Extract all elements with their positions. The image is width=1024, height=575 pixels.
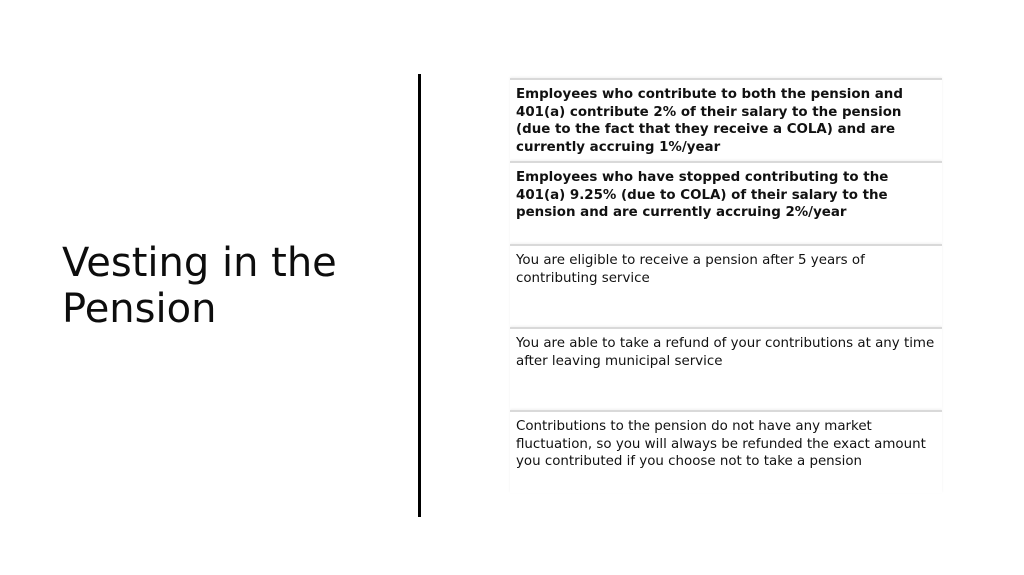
list-item-text: Contributions to the pension do not have any market fluctuation, so you will always be refunded the exact amount you contributed if you choose not to take a pension — [516, 419, 926, 469]
list-item — [510, 161, 942, 244]
list-item — [510, 244, 942, 327]
slide-title-line-1: Vesting in the — [62, 240, 337, 286]
list-item — [510, 327, 942, 410]
list-item — [510, 410, 942, 493]
slide-title — [62, 240, 392, 332]
slide-title-line-2: Pension — [62, 286, 217, 332]
list-item-text: Employees who contribute to both the pension and 401(a) contribute 2% of their salary to the pension (due to the fact that they receive a COLA) and are currently accruing 1%/year — [516, 87, 903, 155]
list-item-text: You are eligible to receive a pension after 5 years of contributing service — [516, 253, 865, 286]
list-item-text: Employees who have stopped contributing to the 401(a) 9.25% (due to COLA) of their salary to the pension and are currently accruing 2%/year — [516, 170, 889, 220]
bullet-list — [510, 78, 942, 493]
vertical-divider — [418, 74, 421, 517]
list-item-text: You are able to take a refund of your contributions at any time after leaving municipal service — [516, 336, 935, 369]
list-item — [510, 78, 942, 161]
